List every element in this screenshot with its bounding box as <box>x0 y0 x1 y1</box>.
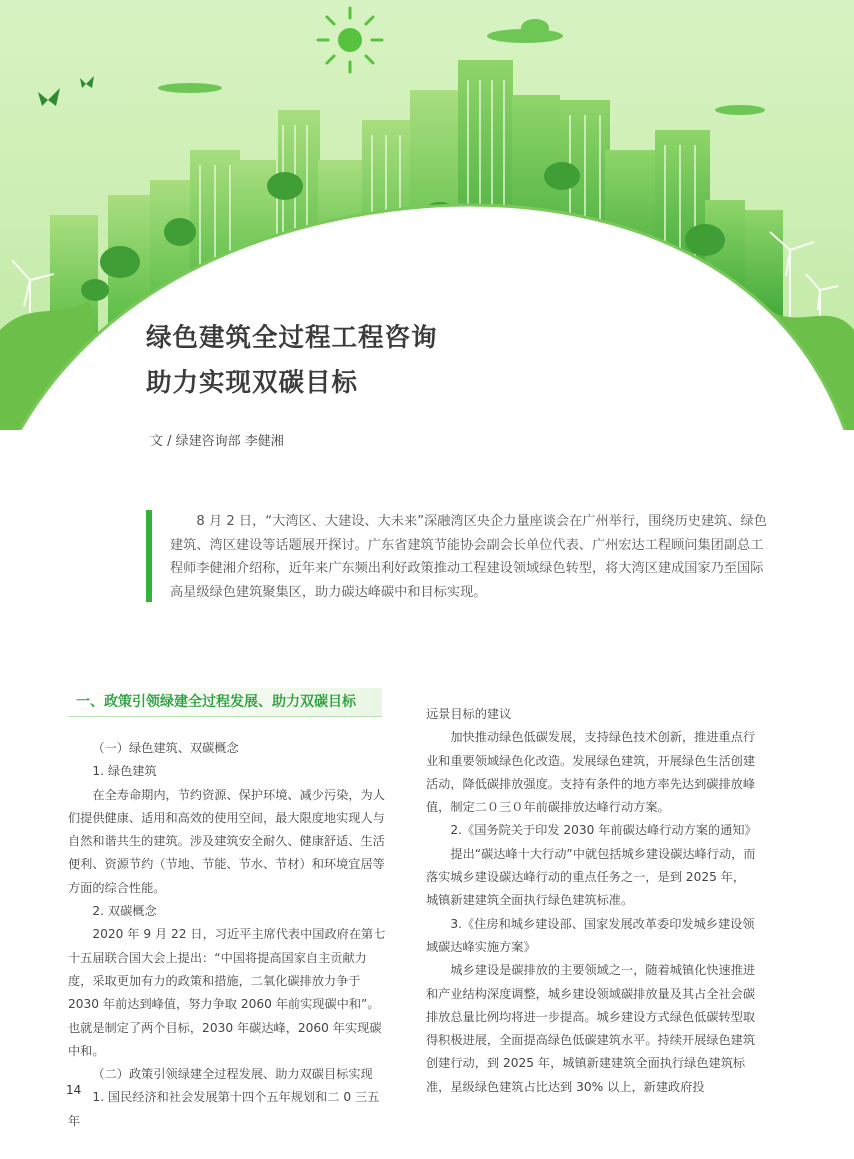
paragraph: 2020 年 9 月 22 日，习近平主席代表中国政府在第七十五届联合国大会上提出：“中国将提高国家自主贡献力度，采取更加有力的政策和措施，二氧化碳排放力争于 2030 年前达到峰值，努力争取 2060 年前实现碳中和”。也就是制定了两个目标，2030 年碳达峰，2060 年实现碳中和。 <box>68 927 386 1058</box>
byline: 文 / 绿建咨询部 李健湘 <box>150 434 284 449</box>
subheading: 3.《住房和城乡建设部、国家发展改革委印发城乡建设领域碳达峰实施方案》 <box>426 916 755 954</box>
section-heading-text: 一、政策引领绿建全过程发展、助力双碳目标 <box>76 694 356 710</box>
paragraph: 城乡建设是碳排放的主要领域之一，随着城镇化快速推进和产业结构深度调整，城乡建设领域碳排放量及其占全社会碳排放总量比例均将进一步提高。城乡建设方式绿色低碳转型取得积极进展，全面提高绿色低碳建筑水平。持续开展绿色建筑创建行动，到 2025 年，城镇新建建筑全面执行绿色建筑标准，星级绿色建筑占比达到 30% 以上，新建政府投 <box>426 963 756 1094</box>
subheading: 2. 双碳概念 <box>92 904 157 919</box>
subheading: 2.《国务院关于印发 2030 年前碳达峰行动方案的通知》 <box>450 823 757 838</box>
sun-icon <box>318 8 382 72</box>
intro-paragraph: 8 月 2 日，“大湾区、大建设、大未来”深融湾区央企力量座谈会在广州举行，围绕历史建筑、绿色建筑、湾区建设等话题展开探讨。广东省建筑节能协会副会长单位代表、广州宏达工程顾问集团副总工程师李健湘介绍称，近年来广东频出利好政策推动工程建设领域绿色转型，将大湾区建成国家乃至国际高星级绿色建筑聚集区，助力碳达峰碳中和目标实现。 <box>170 514 767 600</box>
section-heading <box>68 688 382 717</box>
paragraph: 加快推动绿色低碳发展，支持绿色技术创新，推进重点行业和重要领域绿色化改造。发展绿色建筑，开展绿色生活创建活动，降低碳排放强度。支持有条件的地方率先达到碳排放峰值，制定二０三０年前碳排放达峰行动方案。 <box>426 730 756 815</box>
page-number: 14 <box>66 1083 82 1097</box>
article-title-line-2: 助力实现双碳目标 <box>146 368 359 398</box>
paragraph: 远景目标的建议 <box>426 707 512 721</box>
paragraph: 1. 国民经济和社会发展第十四个五年规划和二 0 三五年 <box>68 1090 380 1128</box>
paragraph: 提出“碳达峰十大行动”中就包括城乡建设碳达峰行动，而落实城乡建设碳达峰行动的重点任务之一，是到 2025 年，城镇新建建筑全面执行绿色建筑标准。 <box>426 846 756 908</box>
left-column <box>68 737 386 1133</box>
subheading: （二）政策引领绿建全过程发展、助力双碳目标实现 <box>92 1067 373 1082</box>
subheading: （一）绿色建筑、双碳概念 <box>92 741 239 755</box>
subheading: 1. 绿色建筑 <box>92 764 157 779</box>
right-column <box>426 703 756 1099</box>
intro-block <box>146 510 770 602</box>
paragraph: 在全寿命期内，节约资源、保护环境、减少污染，为人们提供健康、适用和高效的使用空间，最大限度地实现人与自然和谐共生的建筑。涉及建筑安全耐久、健康舒适、生活便利、资源节约（节地、节能、节水、节材）和环境宜居等方面的综合性能。 <box>68 787 385 895</box>
article-title-line-1: 绿色建筑全过程工程咨询 <box>146 323 438 353</box>
